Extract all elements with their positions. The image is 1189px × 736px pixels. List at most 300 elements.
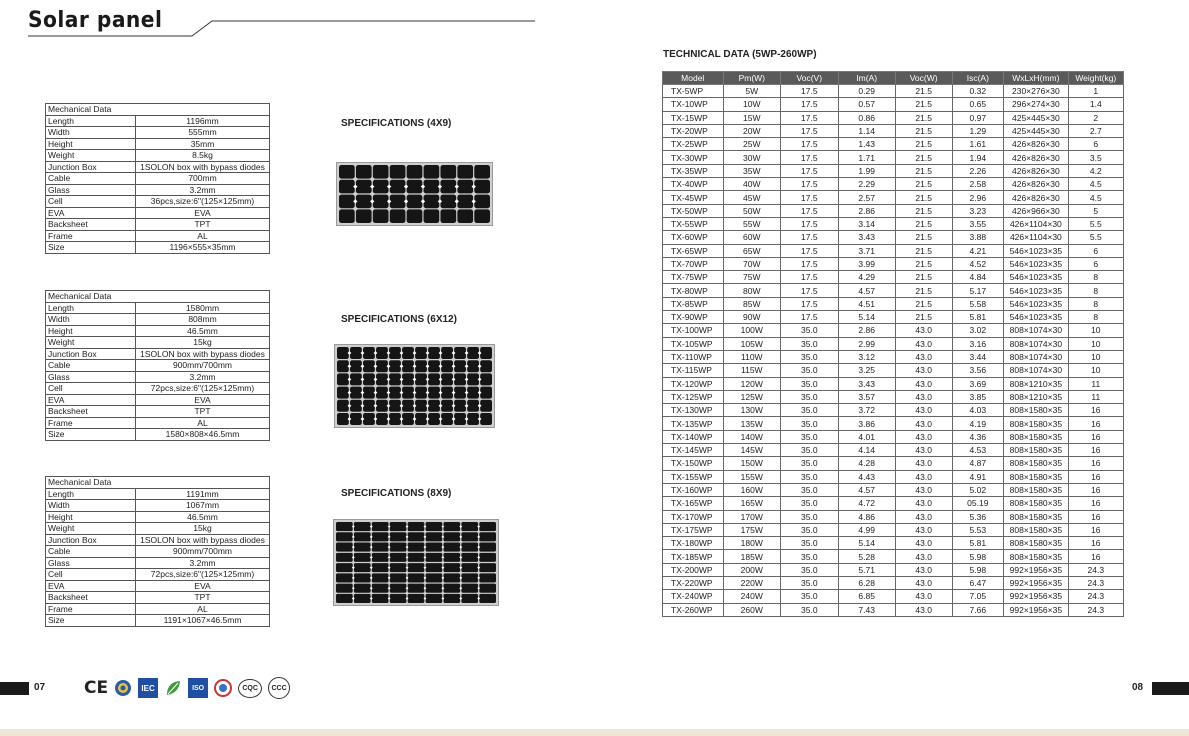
table-row	[46, 394, 270, 406]
table-cell: 85W	[723, 297, 781, 310]
mechanical-data-value: 1067mm	[136, 500, 270, 512]
table-cell: 17.5	[781, 85, 839, 98]
table-cell: 992×1956×35	[1004, 576, 1068, 589]
table-cell: 43.0	[895, 510, 952, 523]
table-row	[663, 337, 1124, 350]
mechanical-data-key: Length	[46, 302, 136, 314]
table-cell: 35.0	[781, 603, 839, 616]
mechanical-data-key: Size	[46, 615, 136, 627]
mechanical-data-value: EVA	[136, 580, 270, 592]
mechanical-data-key: Cell	[46, 383, 136, 395]
table-cell: 43.0	[895, 390, 952, 403]
table-row	[46, 500, 270, 512]
mechanical-data-key: Cable	[46, 173, 136, 185]
table-cell: 0.32	[952, 85, 1004, 98]
ce-mark-icon: CE	[84, 678, 109, 698]
column-header: Voc(V)	[781, 72, 839, 85]
mechanical-data-key: Height	[46, 511, 136, 523]
table-cell: 5.5	[1068, 217, 1123, 230]
table-cell: 1.61	[952, 138, 1004, 151]
table-cell: 24.3	[1068, 576, 1123, 589]
technical-data-title: TECHNICAL DATA (5WP-260WP)	[663, 49, 817, 60]
mechanical-data-key: Cable	[46, 546, 136, 558]
table-cell: 21.5	[895, 217, 952, 230]
table-cell: 3.57	[838, 390, 895, 403]
mechanical-data-value: 808mm	[136, 314, 270, 326]
mechanical-data-value: EVA	[136, 394, 270, 406]
table-cell: 4.53	[952, 444, 1004, 457]
table-cell: TX-40WP	[663, 178, 724, 191]
table-cell: TX-170WP	[663, 510, 724, 523]
table-cell: TX-90WP	[663, 311, 724, 324]
table-cell: 808×1580×35	[1004, 523, 1068, 536]
mechanical-data-value: TPT	[136, 406, 270, 418]
table-cell: 11	[1068, 377, 1123, 390]
table-cell: 2.26	[952, 164, 1004, 177]
table-cell: 4.43	[838, 470, 895, 483]
table-row	[663, 563, 1124, 576]
table-cell: 546×1023×35	[1004, 244, 1068, 257]
table-cell: 1.4	[1068, 98, 1123, 111]
table-cell: 808×1580×35	[1004, 537, 1068, 550]
table-cell: TX-75WP	[663, 271, 724, 284]
table-cell: 43.0	[895, 523, 952, 536]
table-cell: TX-260WP	[663, 603, 724, 616]
table-cell: 3.86	[838, 417, 895, 430]
column-header: Voc(W)	[895, 72, 952, 85]
table-cell: 45W	[723, 191, 781, 204]
table-cell: 1.14	[838, 124, 895, 137]
table-cell: TX-65WP	[663, 244, 724, 257]
table-cell: 43.0	[895, 404, 952, 417]
table-row	[663, 404, 1124, 417]
table-cell: 2.96	[952, 191, 1004, 204]
table-cell: 2.99	[838, 337, 895, 350]
table-cell: TX-25WP	[663, 138, 724, 151]
table-cell: 3.14	[838, 217, 895, 230]
table-cell: 5.36	[952, 510, 1004, 523]
table-row	[663, 603, 1124, 616]
table-row	[46, 417, 270, 429]
table-cell: 5.53	[952, 523, 1004, 536]
table-cell: 6	[1068, 244, 1123, 257]
table-row	[663, 284, 1124, 297]
table-cell: 140W	[723, 430, 781, 443]
table-cell: 17.5	[781, 311, 839, 324]
spec-title-6x12: SPECIFICATIONS (6X12)	[341, 314, 457, 325]
table-cell: 5.98	[952, 563, 1004, 576]
table-cell: 3.72	[838, 404, 895, 417]
table-cell: 5.81	[952, 311, 1004, 324]
table-cell: 5.17	[952, 284, 1004, 297]
table-cell: 35.0	[781, 590, 839, 603]
column-header: Isc(A)	[952, 72, 1004, 85]
table-cell: 17.5	[781, 284, 839, 297]
mechanical-data-header: Mechanical Data	[46, 291, 270, 303]
table-cell: 3.43	[838, 377, 895, 390]
table-row	[663, 257, 1124, 270]
table-cell: 4.84	[952, 271, 1004, 284]
mechanical-data-value: 1SOLON box with bypass diodes	[136, 534, 270, 546]
table-cell: 4.01	[838, 430, 895, 443]
table-cell: 808×1580×35	[1004, 510, 1068, 523]
table-cell: 808×1580×35	[1004, 497, 1068, 510]
table-cell: TX-185WP	[663, 550, 724, 563]
mechanical-data-key: Frame	[46, 417, 136, 429]
table-row	[46, 580, 270, 592]
table-cell: 425×445×30	[1004, 124, 1068, 137]
table-cell: 3.85	[952, 390, 1004, 403]
mechanical-data-key: Backsheet	[46, 406, 136, 418]
table-row	[663, 590, 1124, 603]
mechanical-data-value: 1SOLON box with bypass diodes	[136, 348, 270, 360]
table-cell: 75W	[723, 271, 781, 284]
table-cell: 426×1104×30	[1004, 217, 1068, 230]
table-cell: 110W	[723, 350, 781, 363]
table-cell: 17.5	[781, 231, 839, 244]
round-seal-icon	[114, 678, 132, 698]
table-cell: 35.0	[781, 537, 839, 550]
table-row	[663, 85, 1124, 98]
table-cell: TX-150WP	[663, 457, 724, 470]
table-row	[663, 430, 1124, 443]
table-row	[663, 297, 1124, 310]
table-cell: 43.0	[895, 417, 952, 430]
table-cell: 35.0	[781, 510, 839, 523]
table-row	[663, 324, 1124, 337]
table-cell: 17.5	[781, 257, 839, 270]
table-cell: 808×1210×35	[1004, 377, 1068, 390]
table-cell: TX-110WP	[663, 350, 724, 363]
table-cell: 5.14	[838, 311, 895, 324]
table-cell: 55W	[723, 217, 781, 230]
table-cell: 5.81	[952, 537, 1004, 550]
table-cell: 17.5	[781, 138, 839, 151]
table-row	[663, 483, 1124, 496]
mechanical-data-key: Junction Box	[46, 534, 136, 546]
table-cell: 17.5	[781, 244, 839, 257]
column-header: WxLxH(mm)	[1004, 72, 1068, 85]
mechanical-data-value: 1191×1067×46.5mm	[136, 615, 270, 627]
table-cell: 35.0	[781, 563, 839, 576]
table-cell: 17.5	[781, 191, 839, 204]
table-row	[46, 429, 270, 441]
table-cell: 17.5	[781, 297, 839, 310]
mechanical-data-value: 15kg	[136, 337, 270, 349]
table-row	[46, 523, 270, 535]
page-title: Solar panel	[28, 8, 163, 33]
mechanical-data-key: Cable	[46, 360, 136, 372]
table-cell: TX-15WP	[663, 111, 724, 124]
mechanical-data-value: 3.2mm	[136, 184, 270, 196]
table-cell: 220W	[723, 576, 781, 589]
table-row	[46, 360, 270, 372]
table-row	[46, 184, 270, 196]
table-cell: TX-125WP	[663, 390, 724, 403]
mechanical-data-value: 8.5kg	[136, 150, 270, 162]
table-cell: TX-220WP	[663, 576, 724, 589]
table-cell: 5.14	[838, 537, 895, 550]
table-row	[46, 302, 270, 314]
table-cell: 16	[1068, 510, 1123, 523]
table-cell: 160W	[723, 483, 781, 496]
table-row	[663, 444, 1124, 457]
iso-logo-icon: ISO	[188, 678, 208, 698]
table-cell: 17.5	[781, 164, 839, 177]
mechanical-data-key: Glass	[46, 184, 136, 196]
table-cell: 808×1580×35	[1004, 430, 1068, 443]
table-cell: 35.0	[781, 523, 839, 536]
table-row	[663, 576, 1124, 589]
table-cell: 35.0	[781, 483, 839, 496]
table-row	[663, 523, 1124, 536]
column-header: Pm(W)	[723, 72, 781, 85]
mechanical-data-value: AL	[136, 417, 270, 429]
spec-title-8x9: SPECIFICATIONS (8X9)	[341, 488, 452, 499]
table-row	[46, 173, 270, 185]
table-cell: 5.58	[952, 297, 1004, 310]
table-cell: 130W	[723, 404, 781, 417]
table-cell: TX-130WP	[663, 404, 724, 417]
table-cell: 35.0	[781, 417, 839, 430]
table-cell: 35.0	[781, 497, 839, 510]
mechanical-data-value: 900mm/700mm	[136, 360, 270, 372]
solar-panel-8x9-image	[333, 519, 499, 606]
table-cell: TX-80WP	[663, 284, 724, 297]
table-row	[663, 151, 1124, 164]
table-cell: 43.0	[895, 337, 952, 350]
table-cell: 70W	[723, 257, 781, 270]
table-cell: 185W	[723, 550, 781, 563]
table-cell: 4.72	[838, 497, 895, 510]
table-row	[663, 417, 1124, 430]
mechanical-data-key: Junction Box	[46, 348, 136, 360]
table-cell: 808×1074×30	[1004, 324, 1068, 337]
table-cell: 50W	[723, 204, 781, 217]
table-cell: 1.99	[838, 164, 895, 177]
column-header: Model	[663, 72, 724, 85]
table-cell: 426×1104×30	[1004, 231, 1068, 244]
table-cell: 2.58	[952, 178, 1004, 191]
table-row	[663, 510, 1124, 523]
table-cell: 43.0	[895, 430, 952, 443]
table-cell: 808×1074×30	[1004, 364, 1068, 377]
table-cell: 21.5	[895, 297, 952, 310]
table-cell: 43.0	[895, 590, 952, 603]
table-cell: 30W	[723, 151, 781, 164]
table-cell: 21.5	[895, 311, 952, 324]
table-row	[663, 457, 1124, 470]
column-header: Weight(kg)	[1068, 72, 1123, 85]
mechanical-data-value: 35mm	[136, 138, 270, 150]
table-cell: 17.5	[781, 111, 839, 124]
table-cell: 4.57	[838, 483, 895, 496]
table-row	[46, 207, 270, 219]
table-cell: 4.5	[1068, 178, 1123, 191]
mechanical-data-key: EVA	[46, 580, 136, 592]
table-cell: 7.05	[952, 590, 1004, 603]
table-cell: 3.55	[952, 217, 1004, 230]
table-cell: 200W	[723, 563, 781, 576]
table-cell: 35W	[723, 164, 781, 177]
table-cell: 43.0	[895, 470, 952, 483]
table-cell: 426×826×30	[1004, 164, 1068, 177]
mechanical-data-key: Backsheet	[46, 592, 136, 604]
table-cell: 100W	[723, 324, 781, 337]
table-cell: 16	[1068, 430, 1123, 443]
table-row	[663, 271, 1124, 284]
table-cell: 296×274×30	[1004, 98, 1068, 111]
table-cell: 21.5	[895, 284, 952, 297]
table-row	[663, 311, 1124, 324]
table-cell: 21.5	[895, 164, 952, 177]
table-cell: 175W	[723, 523, 781, 536]
table-cell: 10	[1068, 337, 1123, 350]
mechanical-data-table	[45, 290, 270, 441]
table-cell: 43.0	[895, 350, 952, 363]
table-row	[663, 244, 1124, 257]
table-cell: 4.86	[838, 510, 895, 523]
table-cell: 43.0	[895, 377, 952, 390]
table-cell: 17.5	[781, 124, 839, 137]
table-cell: 80W	[723, 284, 781, 297]
table-cell: 3.99	[838, 257, 895, 270]
table-cell: 260W	[723, 603, 781, 616]
table-row	[46, 150, 270, 162]
table-cell: 808×1074×30	[1004, 337, 1068, 350]
table-cell: 16	[1068, 497, 1123, 510]
iec-logo-icon: IEC	[138, 678, 158, 698]
mechanical-data-key: Weight	[46, 150, 136, 162]
table-cell: TX-55WP	[663, 217, 724, 230]
table-cell: 3.43	[838, 231, 895, 244]
table-cell: 6	[1068, 257, 1123, 270]
table-cell: 90W	[723, 311, 781, 324]
table-cell: 808×1580×35	[1004, 550, 1068, 563]
table-cell: 5.98	[952, 550, 1004, 563]
table-cell: 16	[1068, 457, 1123, 470]
table-cell: 16	[1068, 470, 1123, 483]
table-cell: TX-165WP	[663, 497, 724, 510]
table-row	[46, 488, 270, 500]
mechanical-data-value: 1SOLON box with bypass diodes	[136, 161, 270, 173]
mechanical-data-key: Size	[46, 429, 136, 441]
mechanical-data-key: Glass	[46, 557, 136, 569]
table-cell: 2.86	[838, 324, 895, 337]
table-cell: 145W	[723, 444, 781, 457]
table-cell: 35.0	[781, 457, 839, 470]
table-cell: 5.71	[838, 563, 895, 576]
table-cell: 4.87	[952, 457, 1004, 470]
table-cell: 546×1023×35	[1004, 297, 1068, 310]
table-row	[46, 534, 270, 546]
table-cell: 43.0	[895, 563, 952, 576]
table-cell: 17.5	[781, 151, 839, 164]
table-cell: 43.0	[895, 483, 952, 496]
table-cell: 35.0	[781, 430, 839, 443]
title-underline	[0, 0, 560, 40]
mechanical-data-value: 15kg	[136, 523, 270, 535]
table-cell: 21.5	[895, 271, 952, 284]
mechanical-data-value: 700mm	[136, 173, 270, 185]
mechanical-data-key: Height	[46, 138, 136, 150]
table-cell: 5	[1068, 204, 1123, 217]
table-row	[46, 546, 270, 558]
mechanical-data-value: 1580×808×46.5mm	[136, 429, 270, 441]
table-cell: 4.19	[952, 417, 1004, 430]
table-cell: 2.29	[838, 178, 895, 191]
table-cell: 2.57	[838, 191, 895, 204]
technical-data-table	[662, 71, 1124, 617]
table-cell: 3.5	[1068, 151, 1123, 164]
table-cell: TX-145WP	[663, 444, 724, 457]
mechanical-data-key: Frame	[46, 603, 136, 615]
table-cell: TX-60WP	[663, 231, 724, 244]
table-cell: 808×1580×35	[1004, 417, 1068, 430]
mechanical-data-key: Glass	[46, 371, 136, 383]
mechanical-data-value: 72pcs,size:6"(125×125mm)	[136, 569, 270, 581]
table-cell: 808×1074×30	[1004, 350, 1068, 363]
table-cell: 43.0	[895, 550, 952, 563]
footer-bar-left	[0, 682, 29, 695]
table-cell: 4.5	[1068, 191, 1123, 204]
mechanical-data-key: Junction Box	[46, 161, 136, 173]
table-cell: 6.28	[838, 576, 895, 589]
table-row	[46, 337, 270, 349]
table-cell: 5.02	[952, 483, 1004, 496]
table-row	[46, 615, 270, 627]
table-row	[663, 537, 1124, 550]
table-cell: 4.36	[952, 430, 1004, 443]
table-cell: 546×1023×35	[1004, 284, 1068, 297]
table-row	[46, 511, 270, 523]
table-cell: 808×1580×35	[1004, 404, 1068, 417]
table-cell: 35.0	[781, 444, 839, 457]
table-cell: 808×1580×35	[1004, 444, 1068, 457]
table-cell: 3.69	[952, 377, 1004, 390]
table-cell: 992×1956×35	[1004, 563, 1068, 576]
table-row	[663, 497, 1124, 510]
mechanical-data-key: EVA	[46, 207, 136, 219]
mechanical-data-value: TPT	[136, 592, 270, 604]
table-cell: TX-175WP	[663, 523, 724, 536]
table-cell: 21.5	[895, 231, 952, 244]
mechanical-data-value: TPT	[136, 219, 270, 231]
table-cell: 7.43	[838, 603, 895, 616]
mechanical-data-key: Size	[46, 242, 136, 254]
table-cell: 992×1956×35	[1004, 603, 1068, 616]
table-row	[663, 98, 1124, 111]
mechanical-data-key: Length	[46, 115, 136, 127]
table-cell: 4.99	[838, 523, 895, 536]
table-cell: 5W	[723, 85, 781, 98]
mechanical-data-header: Mechanical Data	[46, 104, 270, 116]
table-cell: 16	[1068, 417, 1123, 430]
table-row	[46, 406, 270, 418]
table-cell: 808×1580×35	[1004, 457, 1068, 470]
table-cell: TX-45WP	[663, 191, 724, 204]
spec-title-4x9: SPECIFICATIONS (4X9)	[341, 118, 452, 129]
table-row	[663, 364, 1124, 377]
table-cell: 4.2	[1068, 164, 1123, 177]
table-cell: 21.5	[895, 151, 952, 164]
table-cell: 21.5	[895, 191, 952, 204]
table-cell: 16	[1068, 483, 1123, 496]
ccc-logo-icon: CCC	[268, 677, 290, 699]
footer-bar-right	[1152, 682, 1189, 695]
table-cell: 0.29	[838, 85, 895, 98]
table-row	[46, 557, 270, 569]
